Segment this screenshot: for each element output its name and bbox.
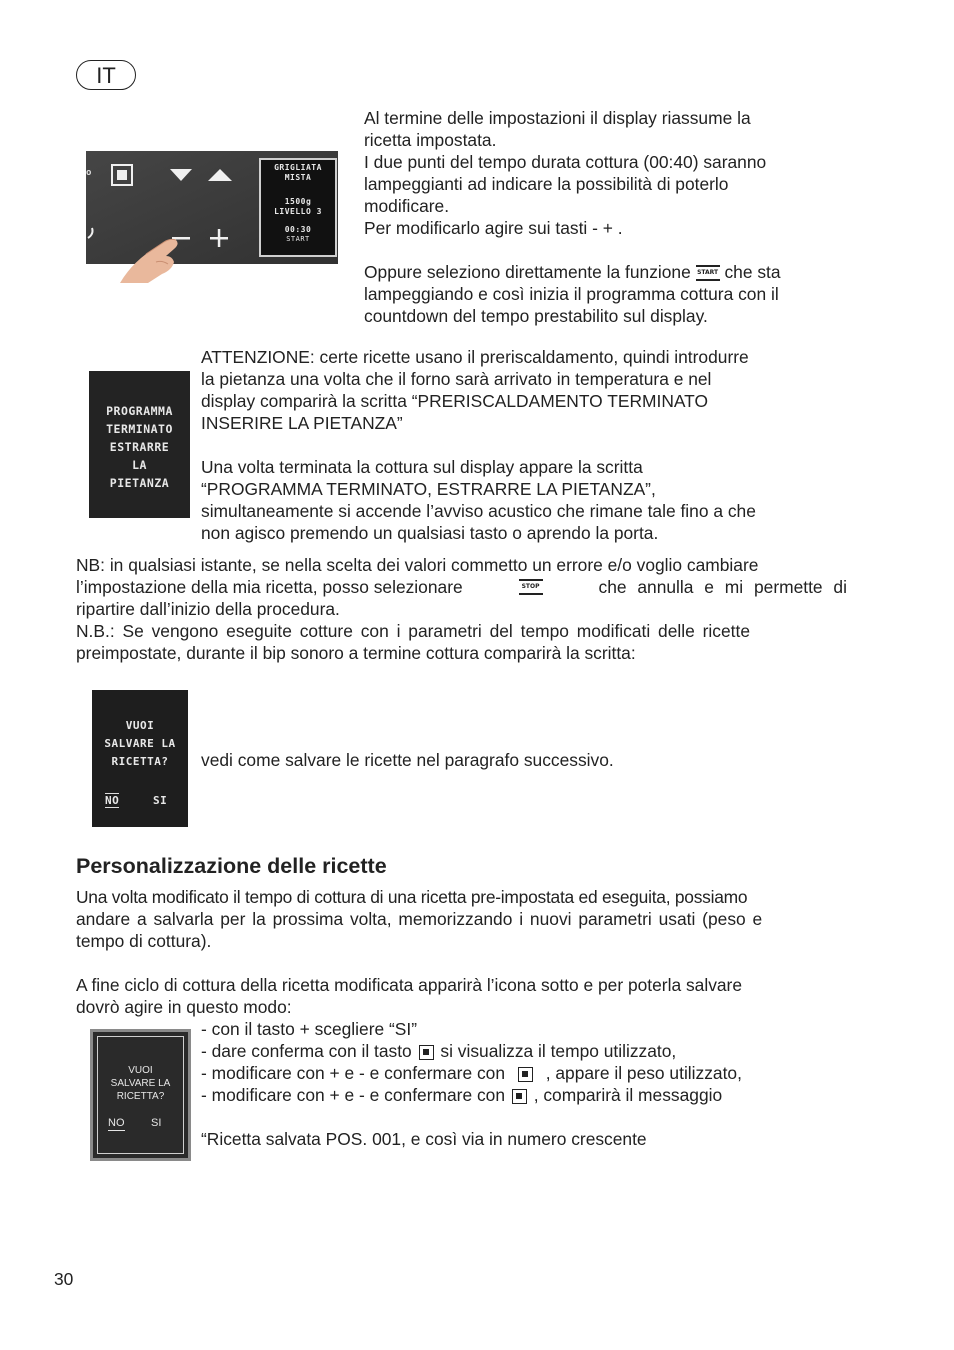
intro-line-6: Per modificarlo agire sui tasti - + .	[364, 218, 623, 238]
section-p2-line-2: dovrò agire in questo modo:	[76, 997, 292, 1017]
framed-line-2: SALVARE LA	[110, 1078, 171, 1089]
save-display-caption: vedi come salvare le ricette nel paragrafo successivo.	[201, 750, 614, 770]
screen-line-3: 1500g	[284, 197, 312, 206]
section-p1-line-1: Una volta modificato il tempo di cottura di una ricetta pre-impostata ed eseguita, possiamo	[76, 887, 748, 907]
step-1: - con il tasto + scegliere “SI”	[201, 1019, 418, 1039]
intro-line-7-after: che sta	[724, 262, 781, 282]
intro-line-4: lampeggianti ad indicare la possibilità di poterlo	[364, 174, 729, 194]
attention-line-8: non agisco premendo un qualsiasi tasto o aprendo la porta.	[201, 523, 659, 543]
start-icon: START	[696, 265, 720, 281]
intro-line-5: modificare.	[364, 196, 450, 216]
step-2	[201, 1040, 861, 1062]
save-line-2: SALVARE LA	[104, 737, 176, 750]
finished-line-5: PIETANZA	[109, 476, 170, 490]
nb-line-1: NB: in qualsiasi istante, se nella scelta dei valori commetto un errore e/o voglio cambiare	[76, 555, 759, 575]
step-3-before: - modificare con + e - e confermare con	[201, 1063, 505, 1083]
language-badge: IT	[76, 60, 136, 90]
intro-line-2: ricetta impostata.	[364, 130, 497, 150]
finished-line-4: LA	[132, 458, 147, 472]
save-no-option: NO	[105, 794, 120, 807]
framed-no-option: NO	[108, 1117, 125, 1129]
attention-line-5: Una volta terminata la cottura sul display appare la scritta	[201, 457, 643, 477]
attention-paragraph	[201, 346, 861, 544]
attention-line-1: ATTENZIONE: certe ricette usano il preriscaldamento, quindi introdurre	[201, 347, 749, 367]
confirm-square-icon	[419, 1045, 434, 1060]
intro-line-7	[364, 261, 854, 283]
attention-line-4: INSERIRE LA PIETANZA”	[201, 413, 403, 433]
section-p1-line-2: andare a salvarla per la prossima volta, memorizzando i nuovi parametri usati (peso e	[76, 909, 763, 929]
steps-list	[201, 1018, 861, 1150]
intro-line-3: I due punti del tempo durata cottura (00:40) saranno	[364, 152, 767, 172]
save-recipe-display	[92, 690, 188, 827]
attention-line-6: “PROGRAMMA TERMINATO, ESTRARRE LA PIETANZA”,	[201, 479, 656, 499]
framed-line-3: RICETTA?	[116, 1091, 165, 1102]
save-line-1: VUOI	[125, 719, 155, 732]
finished-line-1: PROGRAMMA	[106, 404, 173, 418]
finished-line-2: TERMINATO	[106, 422, 173, 436]
page-number: 30	[54, 1269, 74, 1289]
confirm-square-icon	[518, 1067, 533, 1082]
step-4-after: , comparirà il messaggio	[533, 1085, 723, 1105]
control-panel-figure	[86, 150, 338, 283]
step-3-after: , appare il peso utilizzato,	[545, 1063, 742, 1083]
finished-line-3: ESTRARRE	[109, 440, 170, 454]
attention-line-3: display comparirà la scritta “PRERISCALDAMENTO TERMINATO	[201, 391, 709, 411]
section-paragraph-1	[76, 886, 847, 1018]
step-4	[201, 1084, 861, 1106]
nb-line-5: preimpostate, durante il bip sonoro a termine cottura comparirà la scritta:	[76, 643, 636, 663]
panel-left-glyph: o	[86, 168, 92, 178]
nb-line-2	[76, 576, 847, 598]
intro-paragraph	[364, 107, 854, 327]
section-p2-line-1: A fine ciclo di cottura della ricetta modificata apparirà l’icona sotto e per poterla salvare	[76, 975, 743, 995]
program-finished-display	[89, 371, 190, 518]
screen-line-4: LIVELLO 3	[274, 207, 322, 216]
stop-icon: STOP	[519, 579, 543, 595]
step-3	[201, 1062, 861, 1084]
nb-line-4: N.B.: Se vengono eseguite cotture con i parametri del tempo modificati delle ricette	[76, 621, 750, 641]
framed-line-1: VUOI	[128, 1065, 153, 1076]
intro-line-1: Al termine delle impostazioni il display riassume la	[364, 108, 751, 128]
step-final: “Ricetta salvata POS. 001, e così via in numero crescente	[201, 1129, 647, 1149]
section-title: Personalizzazione delle ricette	[76, 854, 387, 878]
intro-line-9: countdown del tempo prestabilito sul display.	[364, 306, 708, 326]
nb-paragraph	[76, 554, 847, 664]
screen-line-1: GRIGLIATA	[274, 163, 322, 172]
screen-line-2: MISTA	[284, 173, 312, 182]
step-2-after: si visualizza il tempo utilizzato,	[440, 1041, 677, 1061]
screen-line-5: 00:30	[284, 225, 312, 234]
framed-si-option: SI	[151, 1117, 162, 1129]
nb-line-2-after: che annulla e mi permette di	[598, 577, 847, 597]
panel-screen	[262, 163, 334, 244]
step-4-before: - modificare con + e - e confermare con	[201, 1085, 505, 1105]
intro-line-8: lampeggiando e così inizia il programma cottura con il	[364, 284, 779, 304]
save-line-3: RICETTA?	[111, 755, 169, 768]
save-recipe-framed-display	[90, 1029, 191, 1161]
attention-line-2: la pietanza una volta che il forno sarà arrivato in temperatura e nel	[201, 369, 712, 389]
attention-line-7: simultaneamente si accende l’avviso acustico che rimane tale fino a che	[201, 501, 756, 521]
section-p1-line-3: tempo di cottura).	[76, 931, 212, 951]
intro-line-7-before: Oppure seleziono direttamente la funzione	[364, 262, 691, 282]
save-si-option: SI	[153, 794, 168, 807]
nb-line-3: ripartire dall’inizio della procedura.	[76, 599, 340, 619]
step-2-before: - dare conferma con il tasto	[201, 1041, 412, 1061]
nb-line-2-before: l’impostazione della mia ricetta, posso selezionare	[76, 577, 463, 597]
screen-line-6: START	[286, 235, 310, 243]
confirm-square-icon	[512, 1089, 527, 1104]
